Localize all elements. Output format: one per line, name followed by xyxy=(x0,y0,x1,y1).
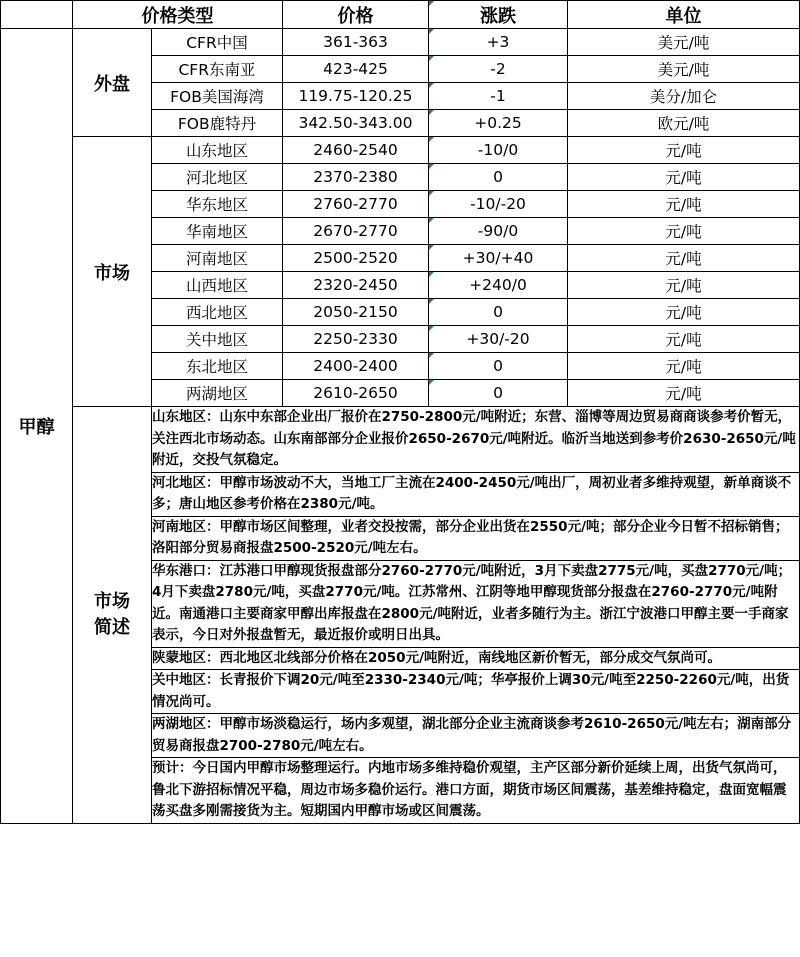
unit-cell: 元/吨 xyxy=(568,353,800,380)
header-unit: 单位 xyxy=(568,1,800,29)
change-cell: +30/-20 xyxy=(429,326,568,353)
unit-cell: 欧元/吨 xyxy=(568,110,800,137)
region-cell: 华东地区 xyxy=(152,191,283,218)
header-change: 涨跌 xyxy=(429,1,568,29)
change-cell: +3 xyxy=(429,29,568,56)
unit-cell: 元/吨 xyxy=(568,245,800,272)
table-row xyxy=(1,137,800,164)
market-label: 市场 xyxy=(73,137,152,407)
summary-paragraph-hebei: 河北地区：甲醇市场波动不大，当地工厂主流在2400-2450元/吨出厂，周初业者多维持观望，新单商谈不多；唐山地区参考价格在2380元/吨。 xyxy=(152,472,800,516)
region-cell: 关中地区 xyxy=(152,326,283,353)
change-cell: 0 xyxy=(429,164,568,191)
change-cell: 0 xyxy=(429,299,568,326)
price-cell: 2320-2450 xyxy=(283,272,429,299)
price-cell: 423-425 xyxy=(283,56,429,83)
price-cell: 2370-2380 xyxy=(283,164,429,191)
summary-paragraph-guanzhong: 关中地区：长青报价下调20元/吨至2330-2340元/吨；华亭报价上调30元/吨至2250-2260元/吨，出货情况尚可。 xyxy=(152,670,800,714)
price-cell: 2670-2770 xyxy=(283,218,429,245)
change-cell: +0.25 xyxy=(429,110,568,137)
price-cell: 119.75-120.25 xyxy=(283,83,429,110)
summary-paragraph-shaanxi-mongolia: 陕蒙地区：西北地区北线部分价格在2050元/吨附近，南线地区新价暂无，部分成交气氛尚可。 xyxy=(152,647,800,670)
change-cell: -90/0 xyxy=(429,218,568,245)
summary-label xyxy=(73,407,152,824)
change-cell: -10/-20 xyxy=(429,191,568,218)
price-cell: 2250-2330 xyxy=(283,326,429,353)
region-cell: 华南地区 xyxy=(152,218,283,245)
region-cell: 两湖地区 xyxy=(152,380,283,407)
change-cell: 0 xyxy=(429,380,568,407)
unit-cell: 元/吨 xyxy=(568,326,800,353)
summary-paragraph-east-china-port: 华东港口：江苏港口甲醇现货报盘部分2760-2770元/吨附近，3月下卖盘2775元/吨，买盘2770元/吨；4月下卖盘2780元/吨，买盘2770元/吨。江苏常州、江阴等地甲醇现货部分报盘在2760-2770元/吨附近。南通港口主要商家甲醇出库报盘在2800元/吨附近，业者多随行为主。浙江宁波港口甲醇主要一手商家表示，今日对外报盘暂无，最近报价或明日出具。 xyxy=(152,560,800,647)
summary-paragraph-henan: 河南地区：甲醇市场区间整理，业者交投按需，部分企业出货在2550元/吨；部分企业今日暂不招标销售；洛阳部分贸易商报盘2500-2520元/吨左右。 xyxy=(152,516,800,560)
change-cell: 0 xyxy=(429,353,568,380)
unit-cell: 元/吨 xyxy=(568,380,800,407)
region-cell: FOB鹿特丹 xyxy=(152,110,283,137)
change-cell: -2 xyxy=(429,56,568,83)
unit-cell: 元/吨 xyxy=(568,137,800,164)
region-cell: CFR东南亚 xyxy=(152,56,283,83)
price-cell: 2500-2520 xyxy=(283,245,429,272)
summary-label-line2: 简述 xyxy=(94,616,130,638)
price-cell: 2760-2770 xyxy=(283,191,429,218)
summary-paragraph-shandong: 山东地区：山东中东部企业出厂报价在2750-2800元/吨附近；东营、淄博等周边贸易商商谈参考价暂无，关注西北市场动态。山东南部部分企业报价2650-2670元/吨附近。临沂当地送到参考价2630-2650元/吨附近，交投气氛稳定。 xyxy=(152,407,800,473)
price-cell: 2610-2650 xyxy=(283,380,429,407)
region-cell: FOB美国海湾 xyxy=(152,83,283,110)
change-cell: -1 xyxy=(429,83,568,110)
unit-cell: 元/吨 xyxy=(568,191,800,218)
summary-row xyxy=(1,407,800,473)
region-cell: 山东地区 xyxy=(152,137,283,164)
change-cell: -10/0 xyxy=(429,137,568,164)
unit-cell: 美元/吨 xyxy=(568,56,800,83)
price-cell: 2460-2540 xyxy=(283,137,429,164)
price-cell: 361-363 xyxy=(283,29,429,56)
region-cell: 东北地区 xyxy=(152,353,283,380)
region-cell: 山西地区 xyxy=(152,272,283,299)
unit-cell: 美分/加仑 xyxy=(568,83,800,110)
summary-paragraph-lianghu: 两湖地区：甲醇市场淡稳运行，场内多观望，湖北部分企业主流商谈参考2610-2650元/吨左右；湖南部分贸易商报盘2700-2780元/吨左右。 xyxy=(152,714,800,758)
header-blank xyxy=(1,1,73,29)
header-row xyxy=(1,1,800,29)
region-cell: 河北地区 xyxy=(152,164,283,191)
price-cell: 2050-2150 xyxy=(283,299,429,326)
header-price-type: 价格类型 xyxy=(73,1,283,29)
region-cell: 河南地区 xyxy=(152,245,283,272)
region-cell: CFR中国 xyxy=(152,29,283,56)
unit-cell: 元/吨 xyxy=(568,164,800,191)
change-cell: +240/0 xyxy=(429,272,568,299)
table-row xyxy=(1,29,800,56)
unit-cell: 美元/吨 xyxy=(568,29,800,56)
price-cell: 342.50-343.00 xyxy=(283,110,429,137)
external-label: 外盘 xyxy=(73,29,152,137)
unit-cell: 元/吨 xyxy=(568,299,800,326)
change-cell: +30/+40 xyxy=(429,245,568,272)
summary-paragraph-forecast: 预计：今日国内甲醇市场整理运行。内地市场多维持稳价观望，主产区部分新价延续上周，出货气氛尚可，鲁北下游招标情况平稳，周边市场多稳价运行。港口方面，期货市场区间震荡，基差维持稳定，盘面宽幅震荡买盘多刚需接货为主。短期国内甲醇市场或区间震荡。 xyxy=(152,758,800,824)
region-cell: 西北地区 xyxy=(152,299,283,326)
unit-cell: 元/吨 xyxy=(568,218,800,245)
summary-label-line1: 市场 xyxy=(94,590,130,612)
unit-cell: 元/吨 xyxy=(568,272,800,299)
price-cell: 2400-2400 xyxy=(283,353,429,380)
header-price: 价格 xyxy=(283,1,429,29)
commodity-label: 甲醇 xyxy=(1,29,73,824)
